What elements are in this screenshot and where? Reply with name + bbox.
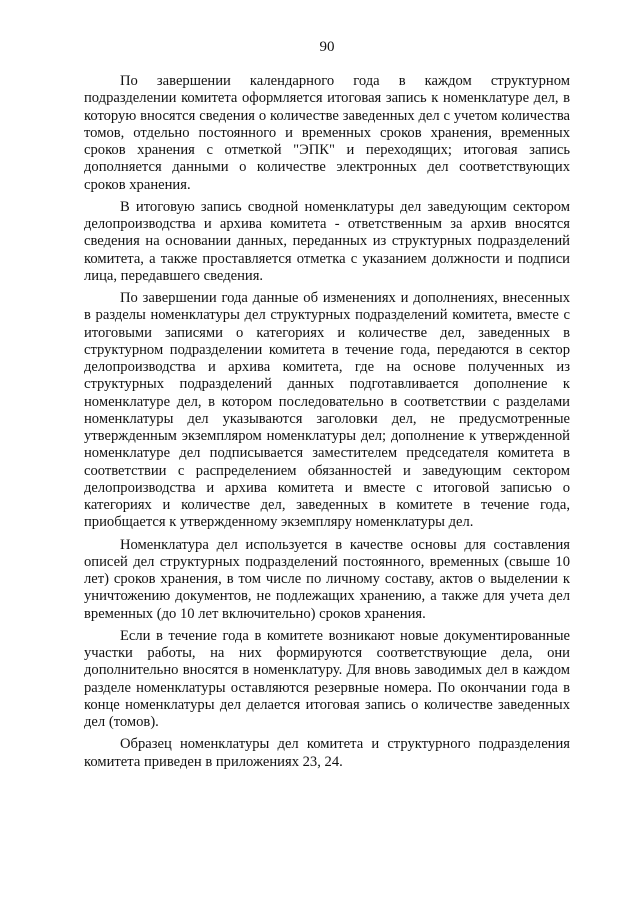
paragraph-nomenclature-usage: Номенклатура дел используется в качестве основы для составления описей дел структурных подразделений постоянного, временных (свыше 10 лет) сроков хранения, в том числе по личному составу, актов о выделении к уничтожению документов, не подлежащих хранению, а также для учета дел временных (до 10 лет включительно) сроков хранения. (84, 536, 570, 622)
paragraph-changes-addendum: По завершении года данные об изменениях и дополнениях, внесенных в разделы номенклатуры дел структурных подразделений комитета, вместе с итоговыми записями о категориях и количестве дел, заведенных в структурном подразделении комитета в течение года, передаются в сектор делопроизводства и архива комитета, где на основе полученных из структурных подразделений данных подготавливается дополнение к номенклатуре дел, в котором последовательно в соответствии с разделами номенклатуры дел указываются заголовки дел, не предусмотренные утвержденным экземпляром номенклатуры дел; дополнение к утвержденной номенклатуре дел подписывается заместителем председателя комитета в соответствии с распределением обязанностей и заведующим сектором делопроизводства и архива комитета и вместе с итоговой записью о категориях и количестве дел, заведенных в комитете в течение года, приобщается к утвержденному экземпляру номенклатуры дел. (84, 290, 570, 531)
paragraph-summary-nomenclature: В итоговую запись сводной номенклатуры дел заведующим сектором делопроизводства и архива комитета - ответственным за архив вносятся сведения на основании данных, переданных из структурных подразделений комитета, а также проставляется отметка с указанием должности и подписи лица, передавшего сведения. (84, 198, 570, 284)
page-number: 90 (319, 39, 335, 55)
document-body (84, 73, 570, 771)
paragraph-new-work-areas: Если в течение года в комитете возникают новые документированные участки работы, на них формируются соответствующие дела, они дополнительно вносятся в номенклатуру. Для вновь заводимых дел в каждом разделе номенклатуры оставляются резервные номера. По окончании года в конце номенклатуры дел делается итоговая запись о количестве заведенных дел (томов). (84, 627, 570, 730)
paragraph-annual-record: По завершении календарного года в каждом структурном подразделении комитета оформляется итоговая запись к номенклатуре дел, в которую вносятся сведения о количестве заведенных дел с учетом количества томов, отдельно постоянного и временных сроков хранения, временных сроков хранения с отметкой "ЭПК" и переходящих; итоговая запись дополняется данными о количестве электронных дел соответствующих сроков хранения. (84, 73, 570, 193)
paragraph-sample-reference: Образец номенклатуры дел комитета и структурного подразделения комитета приведен в приложениях 23, 24. (84, 736, 570, 770)
